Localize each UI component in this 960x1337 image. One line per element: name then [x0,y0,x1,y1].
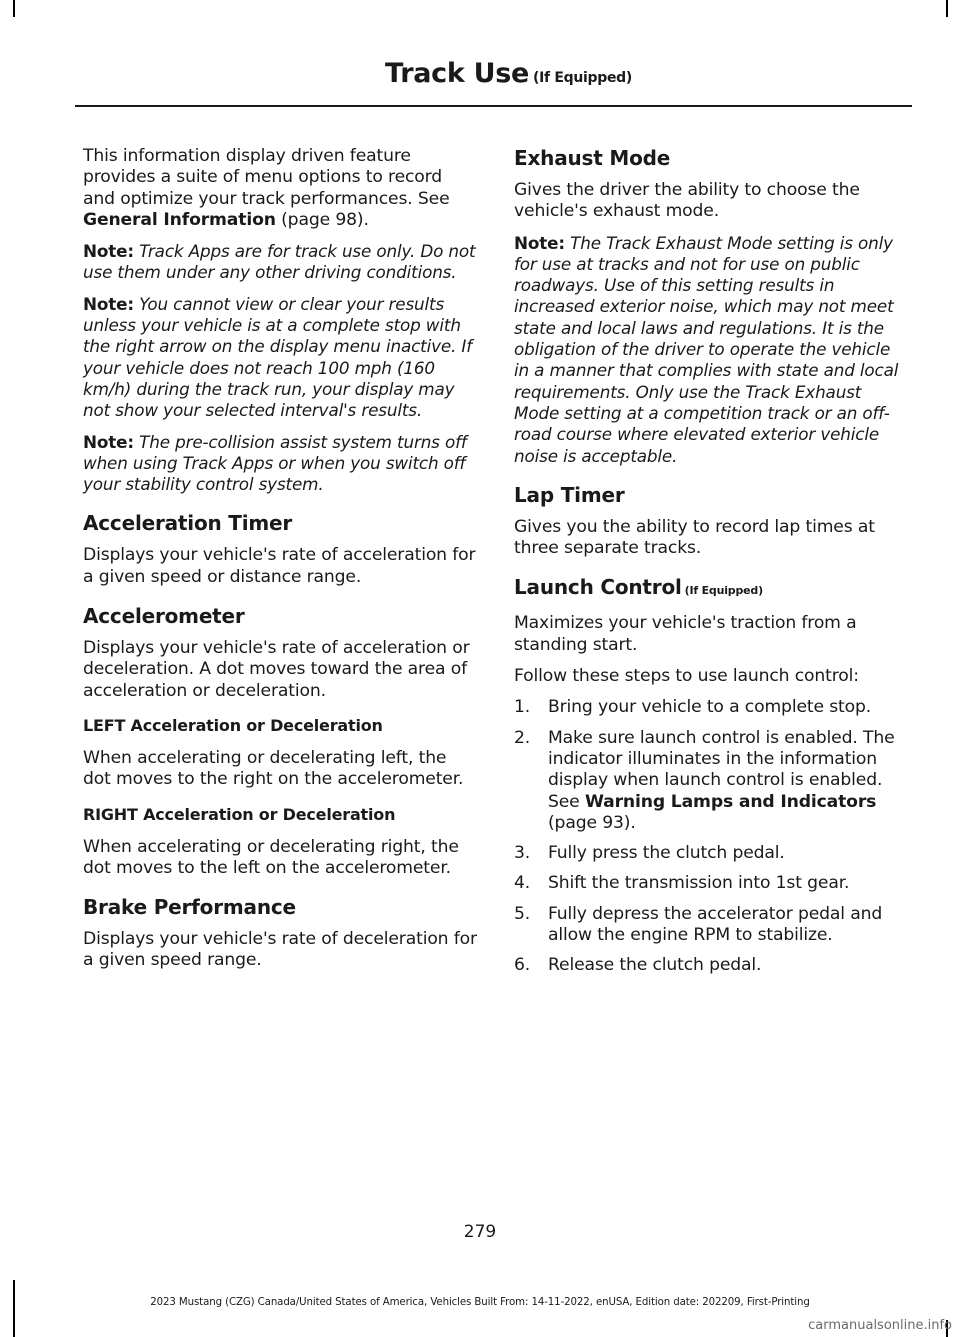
right-column [514,146,909,986]
page-number: 279 [463,1222,497,1242]
list-item: 6. Release the clutch pedal. [514,955,762,976]
paragraph-brake-performance: Displays your vehicle's rate of deceleration for a given speed range. [83,929,477,971]
step-number: 4. [514,873,531,894]
header-divider [75,105,912,107]
heading-accelerometer: Accelerometer [83,604,245,629]
page-title-text: Track Use [385,58,530,89]
left-column [83,146,478,982]
list-item: 1. Bring your vehicle to a complete stop. [514,697,872,718]
note-results: Note: You cannot view or clear your results unless your vehicle is at a complete stop with the right arrow on the display menu inactive. If your vehicle does not reach 100 mph (160 km/h) during the track run, your display may not show your selected interval's results. [83,293,472,421]
heading-launch-control: Launch Control (If Equipped) [514,575,763,600]
paragraph-exhaust-mode: Gives the driver the ability to choose the vehicle's exhaust mode. [514,180,860,222]
crop-mark-bottom-left [13,1280,15,1337]
crop-mark-top-left [13,0,15,17]
list-item: 5. Fully depress the accelerator pedal and allow the engine RPM to stabilize. [514,903,883,946]
note-track-apps: Note: Track Apps are for track use only. Do not use them under any other driving conditions. [83,241,476,283]
xref-warning-lamps[interactable]: Warning Lamps and Indicators [584,791,877,812]
crop-mark-top-right [946,0,948,17]
heading-brake-performance: Brake Performance [83,895,296,920]
paragraph-acceleration-timer: Displays your vehicle's rate of acceleration for a given speed or distance range. [83,545,476,587]
note-label: Note: [83,293,134,314]
list-item: 3. Fully press the clutch pedal. [514,843,785,864]
watermark: carmanualsonline.info [808,1318,952,1333]
paragraph-lap-timer: Gives you the ability to record lap times at three separate tracks. [514,516,875,559]
note-pre-collision: Note: The pre-collision assist system turns off when using Track Apps or when you switch off your stability control system. [83,431,467,495]
note-label: Note: [514,232,565,253]
paragraph-left-acceleration: When accelerating or decelerating left, the dot moves to the right on the accelerometer. [83,747,464,790]
heading-right-acceleration: RIGHT Acceleration or Deceleration [83,804,396,824]
note-track-exhaust: Note: The Track Exhaust Mode setting is only for use at tracks and not for use on public roadways. Use of this setting results in increased exterior noise, which may not meet state and local laws and regulations. It is the obligation of the driver to operate the vehicle in a manner that complies with state and local requirements. Only use the Track Exhaust Mode setting at a competition track or an off-road course where elevated exterior vehicle noise is acceptable. [514,232,899,466]
heading-exhaust-mode: Exhaust Mode [514,146,671,170]
paragraph-right-acceleration: When accelerating or decelerating right, the dot moves to the left on the accelerometer. [83,836,459,878]
xref-general-information[interactable]: General Information [83,209,276,230]
paragraph-launch-control: Maximizes your vehicle's traction from a standing start. [514,613,857,655]
note-label: Note: [83,241,134,262]
intro-paragraph: This information display driven feature provides a suite of menu options to record and optimize your track performances. See General Information (page 98). [83,146,450,230]
step-number: 3. [514,843,531,864]
heading-launch-control-suffix: (If Equipped) [684,584,763,598]
list-item: 2. Make sure launch control is enabled. The indicator illuminates in the information display when launch control is enabled. See Warning Lamps and Indicators (page 93). [514,727,895,833]
heading-acceleration-timer: Acceleration Timer [83,511,293,536]
step-number: 5. [514,903,531,924]
launch-steps-list [514,697,909,976]
step-number: 2. [514,727,531,748]
page-title [385,58,632,89]
list-item: 4. Shift the transmission into 1st gear. [514,873,850,894]
step-number: 1. [514,697,531,718]
paragraph-accelerometer: Displays your vehicle's rate of acceleration or deceleration. A dot moves toward the area of acceleration or deceleration. [83,638,470,701]
page-title-suffix: (If Equipped) [533,70,632,86]
paragraph-follow-steps: Follow these steps to use launch control: [514,666,859,687]
edition-footer: 2023 Mustang (CZG) Canada/United States of America, Vehicles Built From: 14-11-2022, enUSA, Edition date: 202209, First-Printing [150,1297,810,1308]
step-number: 6. [514,955,531,976]
note-label: Note: [83,431,134,452]
heading-left-acceleration: LEFT Acceleration or Deceleration [83,715,383,735]
heading-lap-timer: Lap Timer [514,482,625,507]
